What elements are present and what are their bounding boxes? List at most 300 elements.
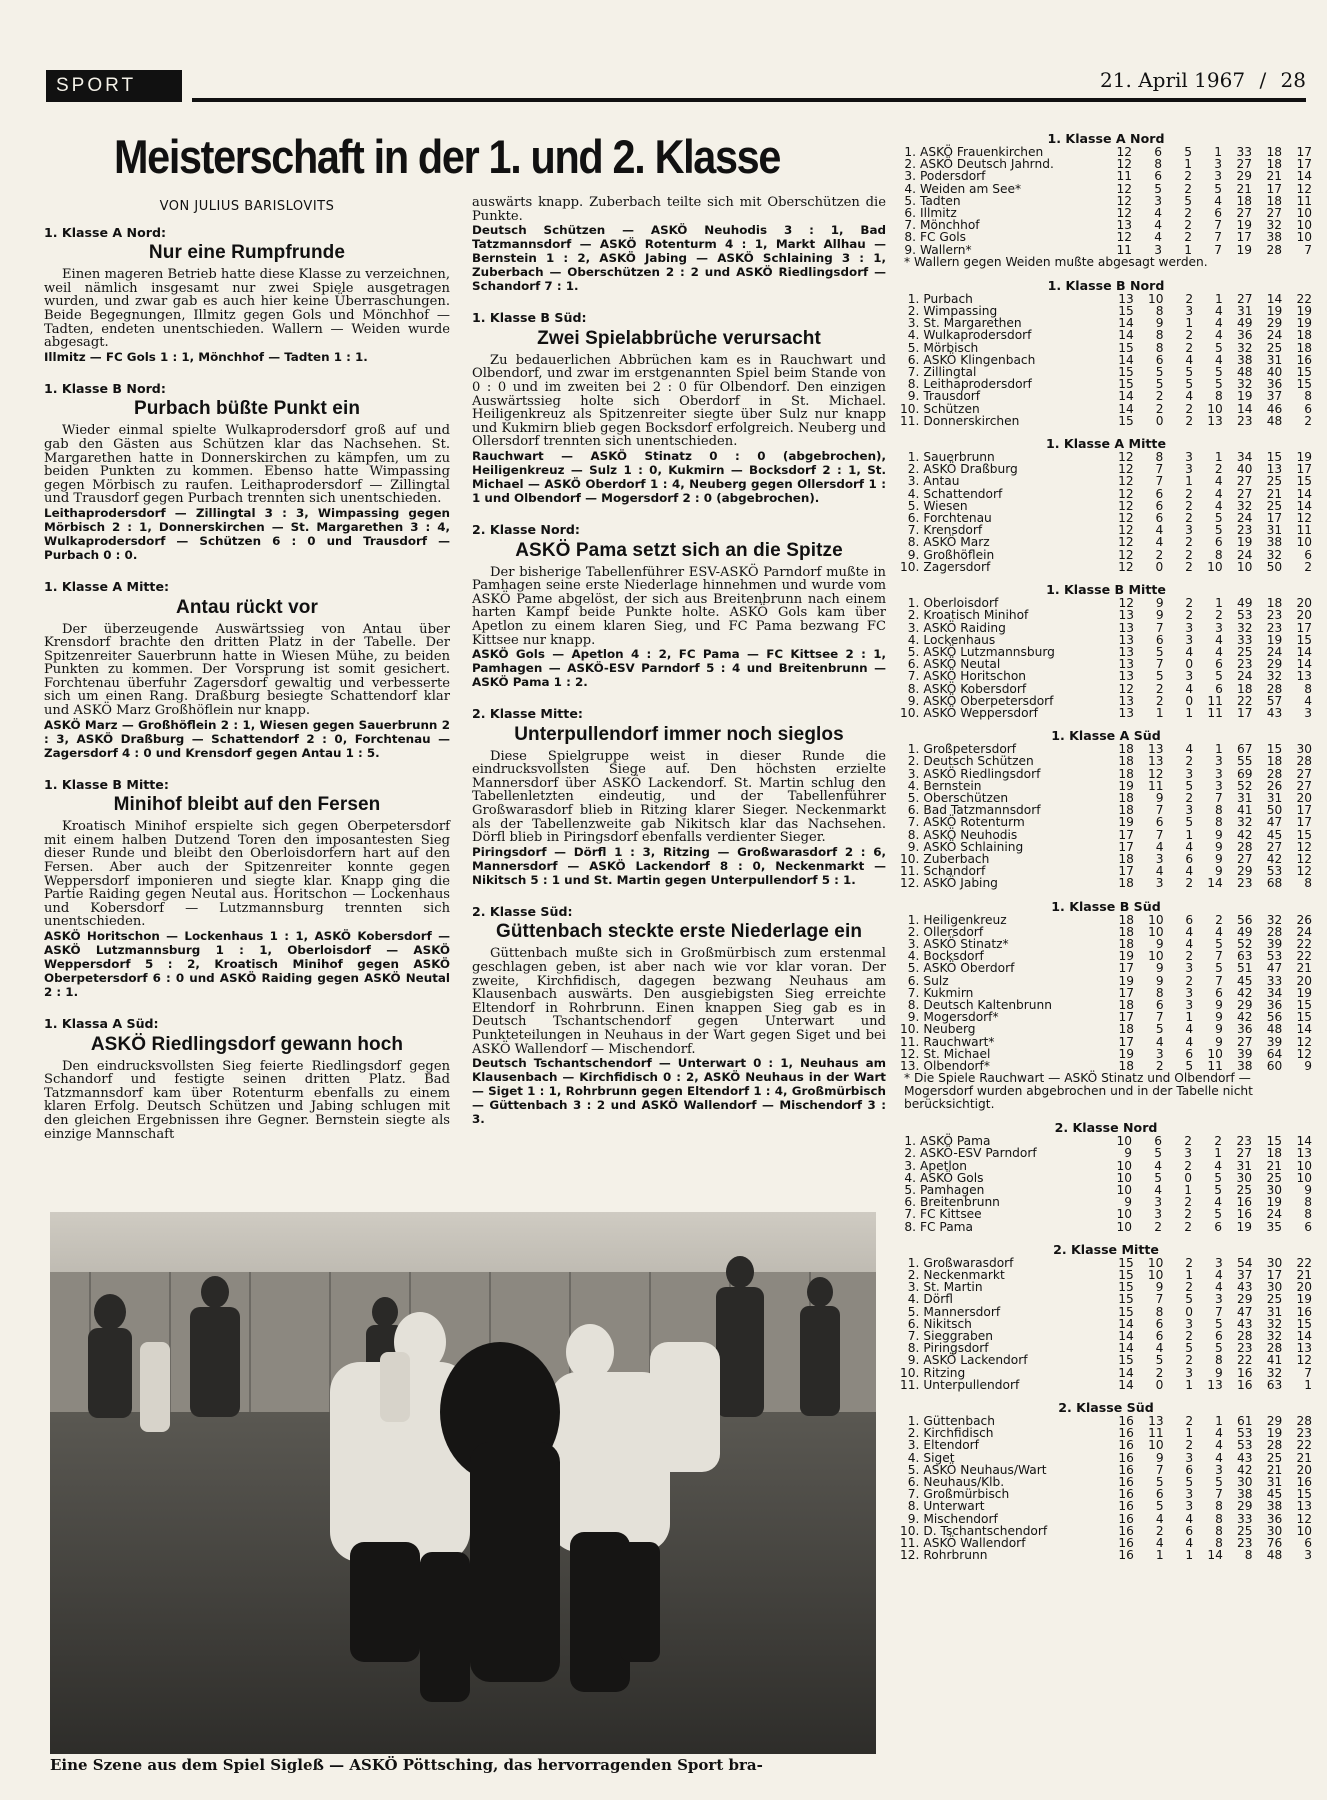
standings-table (900, 293, 1312, 427)
section-body: Kroatisch Minihof erspielte sich gegen Oberpetersdorf mit einem halben Dutzend Toren den imposantesten Sieg dieser Runde und bleibt den Oberloisdorfern hart auf den Fersen. Aber auch der Spitzenreiter konnte gegen Weppersdorf imponieren und siegte klar. Knapp ging die Partie Raiding gegen Neutal aus. Horitschon — Lockenhaus und Kobersdorf — Lutzmannsburg trennten sich unentschieden. (44, 819, 450, 930)
stat-cell: 12 (1118, 450, 1134, 465)
stat-cell: 8 (1304, 389, 1312, 404)
section-headline: Purbach büßte Punkt ein (133, 398, 361, 420)
table-row (900, 1147, 1312, 1159)
stat-cell: 10 (1296, 1158, 1312, 1173)
rank-cell: 5. (907, 961, 920, 976)
section-body: Den eindrucksvollsten Sieg feierte Riedlingsdorf gegen Schandorf und festigte seinen dritten Platz. Bad Tatzmannsdorf kam über Rotenturm ebenfalls zu einem klaren Erfolg. Deutsch Schützen und Jabing schlugen mit den gleichen Ergebnissen ihre Gegner. Bernstein siegte als einzige Mannschaft (44, 1058, 450, 1142)
stat-cell: 4 (1185, 681, 1194, 696)
section-headline: Antau rückt vor (176, 596, 318, 618)
stat-cell: 10 (1147, 291, 1164, 306)
stat-cell: 14 (1118, 401, 1134, 416)
stat-cell: 23 (1237, 413, 1253, 428)
rank-cell: 6. (907, 1316, 920, 1331)
stat-cell: 13 (1118, 693, 1135, 708)
stat-cell: 29 (1236, 169, 1252, 184)
stat-cell: 25 (1266, 1450, 1283, 1465)
stat-cell: 2 (1185, 1353, 1194, 1368)
stat-cell: 14 (1118, 1377, 1134, 1392)
stat-cell: 3 (1185, 669, 1194, 684)
stat-cell: 4 (1154, 206, 1162, 221)
stat-cell: 2 (1184, 1207, 1192, 1222)
league-label: 1. Klasse B Nord: (44, 380, 166, 396)
rank-cell: 12. (900, 1046, 920, 1061)
stat-cell: 4 (1155, 1511, 1164, 1526)
stat-cell: 6 (1214, 1219, 1222, 1234)
stat-cell: 15 (1118, 1304, 1134, 1319)
stat-cell: 14 (1118, 1365, 1134, 1380)
stat-cell: 18 (1118, 924, 1134, 939)
stat-cell: 17 (1118, 864, 1134, 879)
stat-cell: 6 (1155, 352, 1164, 367)
stat-cell: 15 (1296, 365, 1312, 380)
stat-cell: 3 (1185, 450, 1193, 465)
team-cell: Bernstein (923, 778, 982, 793)
section-headline: ASKÖ Riedlingsdorf gewann hoch (90, 1033, 404, 1055)
stat-cell: 4 (1215, 328, 1223, 343)
stat-cell: 23 (1236, 1134, 1252, 1149)
standings-block (900, 1401, 1312, 1561)
rank-cell: 12. (900, 876, 920, 891)
stat-cell: 6 (1155, 997, 1164, 1012)
team-cell: Schützen (923, 401, 980, 416)
stat-cell: 7 (1215, 973, 1223, 988)
team-cell: Ritzing (923, 1365, 966, 1380)
stat-cell: 36 (1266, 997, 1283, 1012)
stat-cell: 21 (1266, 1158, 1282, 1173)
stat-cell: 2 (1154, 1219, 1162, 1234)
rank-cell: 6. (907, 973, 920, 988)
stat-cell: 11 (1116, 169, 1132, 184)
stat-cell: 14 (1118, 389, 1134, 404)
rank-cell: 10. (900, 401, 920, 416)
stat-cell: 2 (1185, 511, 1193, 526)
stat-cell: 14 (1266, 291, 1283, 306)
stat-cell: 14 (1118, 1341, 1134, 1356)
stat-cell: 0 (1185, 1304, 1194, 1319)
stat-cell: 4 (1215, 1280, 1223, 1295)
stat-cell: 28 (1266, 1341, 1283, 1356)
rank-cell: 7. (907, 523, 920, 538)
stat-cell: 15 (1296, 827, 1312, 842)
team-cell: Mischendorf (923, 1511, 998, 1526)
stat-cell: 17 (1296, 620, 1312, 635)
stat-cell: 2 (1185, 535, 1193, 550)
stat-cell: 6 (1185, 851, 1194, 866)
stat-cell: 9 (1215, 997, 1223, 1012)
stat-cell: 13 (1296, 1341, 1312, 1356)
rank-cell: 11. (900, 1536, 920, 1551)
stat-cell: 16 (1118, 1438, 1134, 1453)
stat-cell: 24 (1266, 1207, 1282, 1222)
team-cell: Unterwart (923, 1499, 985, 1514)
stat-cell: 2 (1304, 559, 1312, 574)
stat-cell: 8 (1244, 1548, 1253, 1563)
stat-cell: 5 (1185, 1341, 1194, 1356)
stat-cell: 10 (1148, 924, 1164, 939)
stat-cell: 15 (1296, 997, 1312, 1012)
team-cell: Kukmirn (923, 985, 974, 1000)
stat-cell: 10 (1207, 1046, 1223, 1061)
stat-cell: 3 (1184, 1146, 1192, 1161)
rank-cell: 3. (907, 316, 920, 331)
stat-cell: 20 (1296, 1462, 1312, 1477)
stat-cell: 8 (1304, 681, 1312, 696)
team-cell: Apetlon (920, 1158, 967, 1173)
stat-cell: 15 (1118, 365, 1134, 380)
rank-cell: 5. (907, 1304, 920, 1319)
stat-cell: 5 (1215, 377, 1223, 392)
stat-cell: 7 (1155, 803, 1164, 818)
stat-cell: 35 (1266, 1219, 1282, 1234)
team-cell: Bocksdorf (923, 949, 984, 964)
stat-cell: 12 (1118, 474, 1134, 489)
stat-cell: 38 (1266, 1499, 1283, 1514)
stat-cell: 24 (1236, 547, 1253, 562)
stat-cell: 43 (1237, 1450, 1253, 1465)
stat-cell: 21 (1296, 961, 1312, 976)
standings-block (900, 437, 1312, 573)
stat-cell: 11 (1207, 705, 1223, 720)
rank-cell: 3. (907, 474, 920, 489)
rank-cell: 12. (900, 1548, 920, 1563)
stat-cell: 21 (1266, 169, 1282, 184)
table-row (900, 231, 1312, 243)
team-cell: Breitenbrunn (920, 1195, 1000, 1210)
rank-cell: 1. (907, 742, 920, 757)
team-cell: Krensdorf (923, 523, 983, 538)
match-photo (50, 1212, 876, 1754)
stat-cell: 3 (1185, 304, 1194, 319)
stat-cell: 22 (1236, 1353, 1253, 1368)
stat-cell: 30 (1266, 1255, 1283, 1270)
rank-cell: 9. (904, 242, 916, 257)
stat-cell: 2 (1155, 693, 1164, 708)
stat-cell: 5 (1185, 365, 1194, 380)
stat-cell: 20 (1296, 596, 1312, 611)
stat-cell: 22 (1296, 1255, 1312, 1270)
stat-cell: 5 (1155, 644, 1164, 659)
standings-table (900, 1257, 1312, 1391)
stat-cell: 13 (1148, 742, 1164, 757)
stat-cell: 8 (1214, 547, 1223, 562)
rank-cell: 9. (907, 389, 920, 404)
stat-cell: 27 (1236, 851, 1253, 866)
column-1-sections (44, 226, 450, 1142)
rank-cell: 4. (907, 486, 920, 501)
stat-cell: 5 (1155, 1475, 1164, 1490)
stat-cell: 2 (1214, 462, 1223, 477)
stat-cell: 12 (1116, 181, 1132, 196)
stat-cell: 2 (1185, 596, 1194, 611)
table-row (900, 475, 1312, 487)
stat-cell: 14 (1296, 1329, 1312, 1344)
team-cell: D. Tschantschendorf (923, 1523, 1048, 1538)
team-cell: Podersdorf (920, 169, 986, 184)
stat-cell: 9 (1215, 1034, 1223, 1049)
stat-cell: 17 (1266, 511, 1283, 526)
stat-cell: 2 (1185, 790, 1194, 805)
page-title: Meisterschaft in der 1. und 2. Klasse (114, 130, 781, 183)
stat-cell: 6 (1155, 511, 1164, 526)
stat-cell: 27 (1236, 474, 1253, 489)
stat-cell: 12 (1296, 1511, 1312, 1526)
stat-cell: 18 (1118, 1059, 1134, 1073)
stat-cell: 6 (1215, 681, 1223, 696)
table-row (900, 1439, 1312, 1451)
stat-cell: 30 (1266, 1280, 1283, 1295)
table-row (900, 1500, 1312, 1512)
stat-cell: 12 (1116, 145, 1132, 159)
stat-cell: 4 (1215, 1450, 1223, 1465)
page-header (44, 70, 1306, 104)
team-cell: FC Gols (920, 230, 967, 245)
team-cell: ASKÖ Weppersdorf (923, 705, 1038, 720)
stat-cell: 13 (1118, 657, 1135, 672)
stat-cell: 27 (1296, 778, 1312, 793)
stat-cell: 5 (1155, 1353, 1164, 1368)
stat-cell: 39 (1266, 936, 1283, 951)
standings-block (900, 729, 1312, 889)
stat-cell: 32 (1266, 547, 1283, 562)
stat-cell: 28 (1236, 1329, 1253, 1344)
stat-cell: 21 (1266, 1462, 1283, 1477)
stat-cell: 12 (1118, 486, 1134, 501)
stat-cell: 18 (1118, 912, 1134, 927)
stat-cell: 10 (1296, 1523, 1312, 1538)
stat-cell: 13 (1207, 413, 1223, 428)
stat-cell: 47 (1236, 1304, 1253, 1319)
team-cell: ASKÖ Deutsch Jahrnd. (920, 157, 1054, 172)
stat-cell: 5 (1185, 1059, 1194, 1073)
stat-cell: 18 (1118, 1022, 1134, 1037)
stat-cell: 40 (1236, 462, 1253, 477)
rank-cell: 1. (907, 912, 920, 927)
table-row (900, 1160, 1312, 1172)
stat-cell: 18 (1266, 1146, 1282, 1161)
stat-cell: 38 (1237, 1059, 1253, 1073)
stat-cell: 12 (1296, 1034, 1312, 1049)
section-body: Wieder einmal spielte Wulkaprodersdorf groß auf und gab den Gästen aus Schützen klar das Nachsehen. St. Margarethen hatte in Donnerskirchen zu kämpfen, um zu beiden Punkten zu kommen. Ebenso hatte Wimpassing gegen Mörbisch zu raufen. Leithaprodersdorf — Zillingtal und Trausdorf gegen Purbach trennten sich unentschieden. (44, 423, 450, 507)
team-cell: Kroatisch Minihof (923, 608, 1029, 623)
stat-cell: 17 (1118, 1010, 1134, 1025)
stat-cell: 4 (1215, 352, 1223, 367)
stat-cell: 28 (1266, 924, 1283, 939)
stat-cell: 15 (1118, 340, 1134, 355)
team-cell: Oberloisdorf (923, 596, 999, 611)
stat-cell: 31 (1266, 523, 1283, 538)
stat-cell: 4 (1154, 1158, 1162, 1173)
stat-cell: 14 (1237, 401, 1253, 416)
stat-cell: 27 (1237, 291, 1253, 306)
league-label: 2. Klasse Nord: (472, 521, 580, 537)
stat-cell: 12 (1296, 1353, 1312, 1368)
stat-cell: 6 (1155, 498, 1164, 513)
standings-block (900, 1243, 1312, 1391)
table-row (900, 244, 1312, 256)
team-cell: ASKÖ Stinatz* (923, 936, 1009, 951)
table-row (900, 609, 1312, 621)
stat-cell: 5 (1214, 1170, 1222, 1185)
stat-cell: 8 (1215, 803, 1223, 818)
stat-cell: 33 (1236, 145, 1252, 159)
stat-cell: 12 (1118, 596, 1135, 611)
team-cell: Großpetersdorf (923, 742, 1017, 757)
stat-cell: 4 (1215, 924, 1223, 939)
stat-cell: 32 (1266, 218, 1282, 233)
rank-cell: 5. (907, 498, 920, 513)
stat-cell: 1 (1185, 1548, 1194, 1563)
rank-cell: 9. (907, 693, 920, 708)
stat-cell: 6 (1155, 1487, 1164, 1502)
stat-cell: 3 (1185, 462, 1193, 477)
stat-cell: 15 (1266, 1134, 1282, 1149)
stat-cell: 18 (1118, 936, 1134, 951)
section-body: Zu bedauerlichen Abbrüchen kam es in Rauchwart und Olbendorf, und zwar im erstgenannten Spiel beim Stande von 0 : 0 und im zweiten bei 2 : 0 für Olbendorf. Den einzigen Auswärtssieg holte sich Oberdorf in St. Michael. Heiligenkreuz als Spitzenreiter siegte über Sulz nur knapp und Kukmirn blieb gegen Bocksdorf erfolgreich. Neuberg und Ollersdorf trennten sich unentschieden. (472, 352, 886, 450)
stat-cell: 3 (1154, 193, 1162, 208)
stat-cell: 2 (1155, 389, 1164, 404)
stat-cell: 7 (1304, 242, 1312, 257)
stat-cell: 3 (1215, 754, 1223, 769)
standings-block (900, 900, 1312, 1112)
rank-cell: 5. (907, 790, 920, 805)
standings-title: 1. Klasse B Süd (1051, 898, 1161, 914)
article-column-2 (472, 196, 886, 1144)
stat-cell: 76 (1266, 1536, 1283, 1551)
stat-cell: 18 (1266, 145, 1282, 159)
stat-cell: 3 (1185, 1316, 1194, 1331)
team-cell: Großmürbisch (923, 1487, 1010, 1502)
stat-cell: 2 (1185, 328, 1194, 343)
stat-cell: 22 (1237, 693, 1253, 708)
table-row (900, 1036, 1312, 1048)
stat-cell: 12 (1296, 1046, 1312, 1061)
rank-cell: 7. (907, 1487, 920, 1502)
standings-block (900, 1121, 1312, 1233)
stat-cell: 7 (1215, 1304, 1223, 1319)
stat-cell: 9 (1155, 1280, 1164, 1295)
team-cell: Güttenbach (923, 1414, 995, 1429)
stat-cell: 69 (1236, 766, 1253, 781)
stat-cell: 16 (1118, 1548, 1134, 1563)
rank-cell: 8. (907, 1499, 920, 1514)
rank-cell: 10. (900, 1022, 920, 1037)
stat-cell: 24 (1266, 644, 1283, 659)
stat-cell: 7 (1214, 230, 1222, 245)
stat-cell: 7 (1215, 790, 1223, 805)
rank-cell: 5. (904, 193, 916, 208)
section-headline: Unterpullendorf immer noch sieglos (514, 723, 844, 745)
stat-cell: 43 (1236, 1280, 1253, 1295)
stat-cell: 34 (1266, 985, 1283, 1000)
stat-cell: 37 (1236, 1268, 1253, 1283)
table-row (900, 755, 1312, 767)
team-cell: ASKÖ Neutal (923, 657, 1001, 672)
stat-cell: 4 (1215, 1268, 1223, 1283)
stat-cell: 4 (1304, 693, 1312, 708)
rank-cell: 9. (907, 547, 920, 562)
stat-cell: 5 (1185, 1292, 1194, 1307)
stat-cell: 4 (1215, 304, 1223, 319)
stat-cell: 2 (1184, 181, 1192, 196)
stat-cell: 2 (1185, 1438, 1194, 1453)
stat-cell: 27 (1236, 157, 1252, 172)
stat-cell: 13 (1118, 632, 1135, 647)
stat-cell: 12 (1116, 193, 1132, 208)
stat-cell: 1 (1215, 742, 1223, 757)
stat-cell: 25 (1266, 340, 1283, 355)
stat-cell: 29 (1266, 657, 1283, 672)
table-row (900, 670, 1312, 682)
stat-cell: 1 (1214, 1146, 1222, 1161)
table-row (900, 390, 1312, 402)
team-cell: ASKÖ Klingenbach (923, 352, 1036, 367)
stat-cell: 24 (1296, 924, 1312, 939)
stat-cell: 15 (1118, 1255, 1134, 1270)
stat-cell: 2 (1184, 1195, 1192, 1210)
stat-cell: 42 (1237, 985, 1253, 1000)
stat-cell: 1 (1215, 291, 1223, 306)
rank-cell: 6. (907, 511, 920, 526)
stat-cell: 25 (1266, 1292, 1283, 1307)
stat-cell: 17 (1296, 815, 1312, 830)
rank-cell: 3. (907, 766, 920, 781)
stat-cell: 42 (1237, 1010, 1253, 1025)
stat-cell: 22 (1296, 1438, 1312, 1453)
rank-cell: 3. (907, 936, 920, 951)
stat-cell: 7 (1215, 949, 1223, 964)
stat-cell: 9 (1215, 864, 1223, 879)
stat-cell: 19 (1266, 632, 1283, 647)
stat-cell: 4 (1155, 1034, 1164, 1049)
stat-cell: 17 (1296, 462, 1312, 477)
stat-cell: 13 (1296, 1499, 1312, 1514)
stat-cell: 6 (1185, 1523, 1194, 1538)
stat-cell: 6 (1154, 169, 1162, 184)
stat-cell: 18 (1266, 596, 1283, 611)
stat-cell: 23 (1236, 523, 1253, 538)
rank-cell: 8. (904, 230, 916, 245)
stat-cell: 27 (1296, 766, 1312, 781)
stat-cell: 4 (1155, 535, 1164, 550)
stat-cell: 51 (1237, 961, 1253, 976)
rank-cell: 10. (900, 1523, 920, 1538)
rank-cell: 8. (904, 1219, 916, 1234)
table-row (900, 683, 1312, 695)
stat-cell: 32 (1266, 669, 1283, 684)
stat-cell: 20 (1296, 790, 1312, 805)
stat-cell: 13 (1148, 754, 1164, 769)
table-row (900, 170, 1312, 182)
stat-cell: 0 (1155, 1377, 1164, 1392)
table-footnote: * Die Spiele Rauchwart — ASKÖ Stinatz und Olbendorf — Mogersdorf wurden abgebrochen und in der Tabelle nicht berücksichtigt. (904, 1071, 1253, 1112)
stat-cell: 3 (1215, 1462, 1223, 1477)
stat-cell: 16 (1236, 1207, 1252, 1222)
stat-cell: 20 (1296, 1280, 1312, 1295)
standings-title: 1. Klasse A Nord (1047, 131, 1165, 146)
stat-cell: 18 (1296, 340, 1312, 355)
stat-cell: 5 (1154, 1146, 1162, 1161)
stat-cell: 3 (1154, 242, 1162, 257)
stat-cell: 10 (1116, 1183, 1132, 1198)
rank-cell: 6. (907, 657, 920, 672)
stat-cell: 2 (1185, 340, 1194, 355)
rank-cell: 10. (900, 559, 920, 574)
stat-cell: 2 (1155, 1059, 1164, 1073)
team-cell: Weiden am See* (920, 181, 1022, 196)
stat-cell: 1 (1215, 1414, 1223, 1429)
stat-cell: 7 (1155, 1292, 1164, 1307)
